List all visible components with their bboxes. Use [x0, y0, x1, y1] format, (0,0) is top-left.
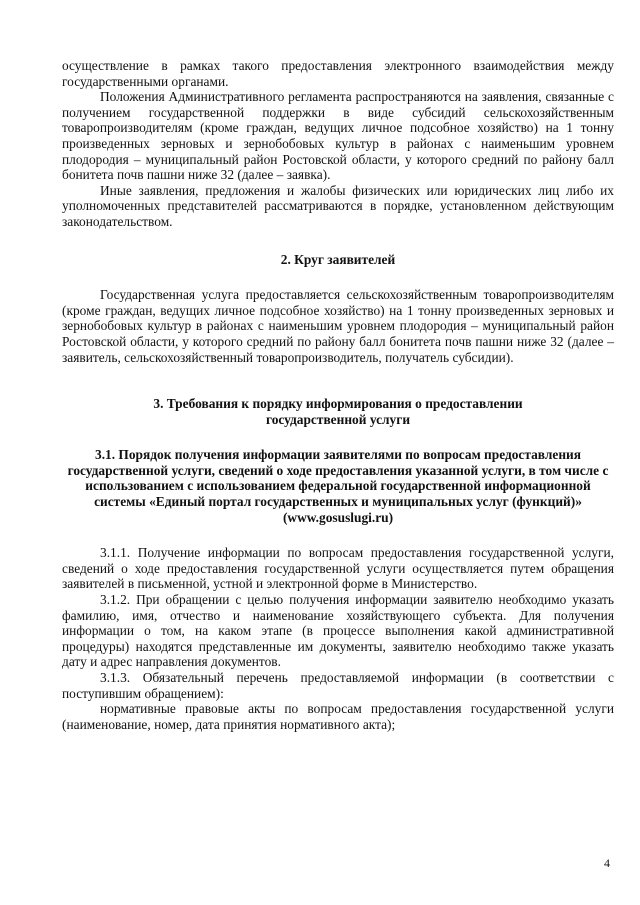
paragraph-other-applications: Иные заявления, предложения и жалобы физических или юридических лиц либо их уполномоченных представителей рассматриваются в порядке, установленном действующим законодательством.: [62, 182, 614, 229]
paragraph-normative-acts: нормативные правовые акты по вопросам предоставления государственной услуги (наименование, номер, дата принятия нормативного акта);: [62, 701, 614, 732]
section-3-heading-line-1: 3. Требования к порядку информирования о предоставлении: [153, 396, 523, 412]
page-number: 4: [604, 856, 610, 870]
paragraph-continuation: осуществление в рамках такого предоставления электронного взаимодействия между государственными органами.: [62, 58, 614, 89]
paragraph-3-1-2: 3.1.2. При обращении с целью получения информации заявителю необходимо указать фамилию, имя, отчество и наименование хозяйствующего субъекта. Для получения информации о том, на каком этапе (в процессе выполнения какой административной процедуры) находятся представленные им документы, заявителю необходимо также указать дату и адрес направления документов.: [62, 592, 614, 670]
section-2-text: Государственная услуга предоставляется сельскохозяйственным товаропроизводителям (кроме граждан, ведущих личное подсобное хозяйство) на 1 тонну произведенных зерновых и зернобобовых культур в районах с наименьшим уровнем плодородия – муниципальный район Ростовской области, у которого средний по району балл бонитета почв пашни ниже 32 (далее – заявитель, сельскохозяйственный товаропроизводитель, получатель субсидии).: [62, 287, 614, 365]
section-3-heading-line-2: государственной услуги: [265, 411, 411, 427]
paragraph-3-1-1: 3.1.1. Получение информации по вопросам предоставления государственной услуги, сведений о ходе предоставления государственной услуги осуществляется путем обращения заявителей в письменной, устной и электронной форме в Министерство.: [62, 545, 614, 592]
document-page: [62, 58, 614, 732]
section-3-1-heading: 3.1. Порядок получения информации заявителями по вопросам предоставления государственной услуги, сведений о ходе предоставления указанной услуги, в том числе с использованием с использованием федеральной государственной информационной системы «Единый портал государственных и муниципальных услуг (функций)» (www.gosuslugi.ru): [67, 447, 609, 525]
paragraph-regulation-scope: Положения Административного регламента распространяются на заявления, связанные с получением государственной поддержки в виде субсидий сельскохозяйственным товаропроизводителям (кроме граждан, ведущих личное подсобное хозяйство) на 1 тонну произведенных зерновых и зернобобовых культур в районах с наименьшим уровнем плодородия – муниципальный район Ростовской области, у которого средний по району балл бонитета почв пашни ниже 32 (далее – заявка).: [62, 89, 614, 183]
section-2-heading: 2. Круг заявителей: [280, 251, 396, 267]
paragraph-3-1-3: 3.1.3. Обязательный перечень предоставляемой информации (в соответствии с поступившим обращением):: [62, 670, 614, 701]
section-3-heading: [62, 396, 614, 427]
